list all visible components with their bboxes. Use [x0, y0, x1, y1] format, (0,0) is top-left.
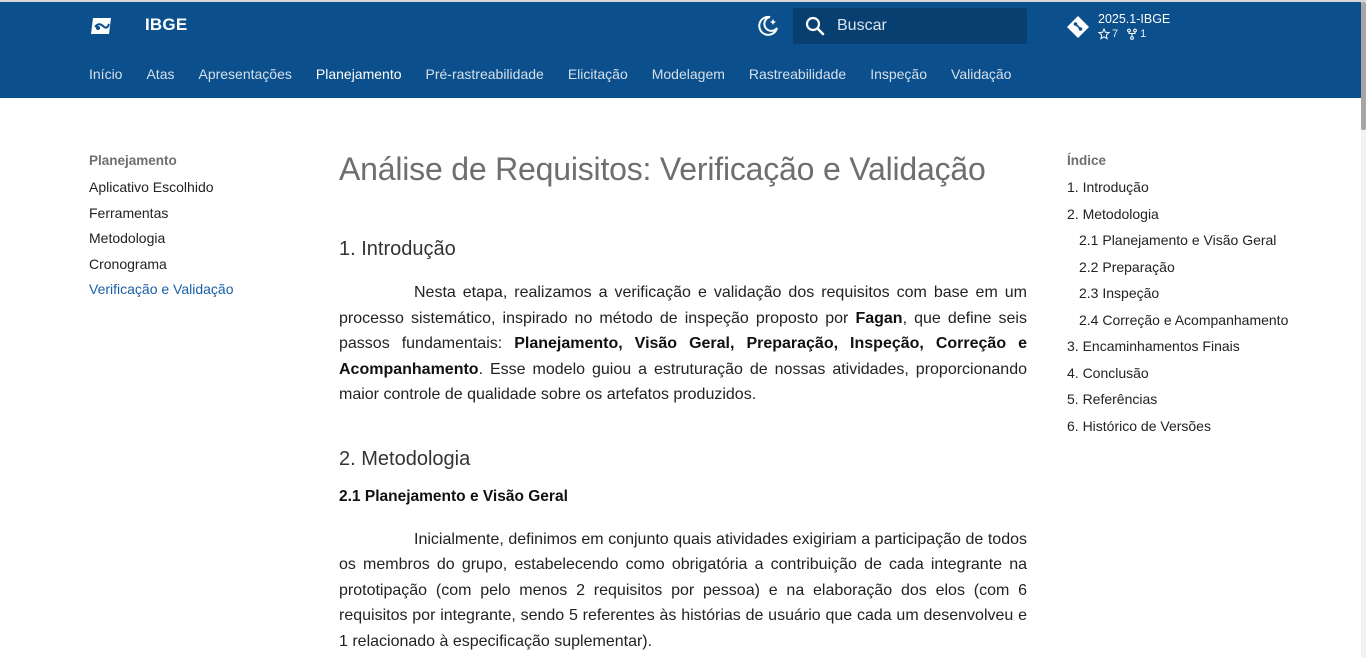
page-scrollbar[interactable]	[1361, 2, 1366, 658]
nav-item-aplicativo-escolhido[interactable]: Aplicativo Escolhido	[89, 179, 214, 195]
intro-paragraph: Nesta etapa, realizamos a verificação e validação dos requisitos com base em um processo sistemático, inspirado no método de inspeção proposto por Fagan, que define seis passos fundamentais: Planejamento, Visão Geral, Preparação, Inspeção, Correção e Acompanhamento. Esse modelo guiou a estruturação de nossas atividades, proporcionando maior controle de qualidade sobre os artefatos produzidos.	[339, 284, 1027, 403]
tab-rastreabilidade[interactable]: Rastreabilidade	[748, 66, 847, 82]
search-icon	[805, 16, 825, 36]
tab-pre-rastreabilidade[interactable]: Pré-rastreabilidade	[425, 66, 544, 82]
toc-item-preparacao[interactable]: 2.2 Preparação	[1079, 258, 1175, 275]
nav-item-ferramentas[interactable]: Ferramentas	[89, 204, 169, 221]
toc-item-inspecao[interactable]: 2.3 Inspeção	[1079, 285, 1160, 301]
theme-toggle-icon[interactable]	[756, 14, 780, 38]
repository-facts	[1098, 28, 1146, 40]
section-navigation	[89, 153, 299, 307]
search-box[interactable]	[793, 8, 1027, 44]
tab-modelagem[interactable]: Modelagem	[651, 66, 725, 82]
toc-item-conclusao[interactable]: 4. Conclusão	[1067, 364, 1149, 381]
tab-validacao[interactable]: Validação	[951, 66, 1012, 82]
git-icon	[1066, 15, 1090, 39]
scrollbar-thumb[interactable]	[1361, 2, 1366, 130]
ibge-logo-icon[interactable]	[89, 17, 113, 35]
toc-item-referencias[interactable]: 5. Referências	[1067, 391, 1158, 407]
site-header	[0, 2, 1366, 98]
tab-inspecao[interactable]: Inspeção	[870, 66, 928, 82]
table-of-contents	[1067, 153, 1307, 444]
toc-item-metodologia[interactable]: 2. Metodologia	[1067, 205, 1159, 222]
tab-elicitacao[interactable]: Elicitação	[567, 66, 628, 82]
search-input[interactable]	[837, 8, 1017, 44]
star-icon	[1098, 28, 1110, 40]
tab-planejamento[interactable]: Planejamento	[315, 66, 402, 82]
stars-value: 7	[1112, 28, 1119, 40]
toc-item-correcao-acompanhamento[interactable]: 2.4 Correção e Acompanhamento	[1079, 311, 1289, 328]
heading-introducao: 1. Introdução	[339, 238, 456, 260]
site-title[interactable]: IBGE	[145, 15, 188, 34]
main-content	[339, 148, 1027, 654]
tab-atas[interactable]: Atas	[146, 66, 175, 82]
stars-count	[1098, 28, 1118, 40]
toc-item-historico-versoes[interactable]: 6. Histórico de Versões	[1067, 417, 1211, 434]
toc-title: Índice	[1067, 153, 1107, 168]
repository-name: 2025.1-IBGE	[1098, 12, 1171, 26]
fork-icon	[1126, 28, 1138, 40]
nav-item-metodologia[interactable]: Metodologia	[89, 230, 166, 246]
metodologia-paragraph: Inicialmente, definimos em conjunto quais atividades exigiriam a participação de todos os membros do grupo, estabelecendo como obrigatória a contribuição de cada integrante na prototipação (com pelo menos 2 requisitos por pessoa) e na elaboração dos elos (com 6 requisitos por integrante, sendo 5 referentes às histórias de usuário que cada um desenvolveu e 1 relacionado à especificação suplementar).	[339, 530, 1027, 650]
top-tabs	[89, 66, 1011, 82]
nav-title: Planejamento	[89, 153, 177, 168]
forks-count	[1126, 28, 1146, 40]
nav-item-verificacao-validacao[interactable]: Verificação e Validação	[89, 281, 234, 297]
forks-value: 1	[1140, 28, 1147, 40]
tab-apresentacoes[interactable]: Apresentações	[198, 66, 292, 82]
heading-planejamento-visao-geral: 2.1 Planejamento e Visão Geral	[339, 487, 568, 505]
tab-inicio[interactable]: Início	[89, 66, 123, 82]
toc-item-encaminhamentos-finais[interactable]: 3. Encaminhamentos Finais	[1067, 338, 1240, 354]
heading-metodologia: 2. Metodologia	[339, 447, 471, 470]
toc-item-introducao[interactable]: 1. Introdução	[1067, 179, 1149, 195]
nav-item-cronograma[interactable]: Cronograma	[89, 255, 167, 272]
page-title: Análise de Requisitos: Verificação e Validação	[339, 151, 986, 187]
toc-item-planejamento-visao-geral[interactable]: 2.1 Planejamento e Visão Geral	[1079, 232, 1277, 248]
